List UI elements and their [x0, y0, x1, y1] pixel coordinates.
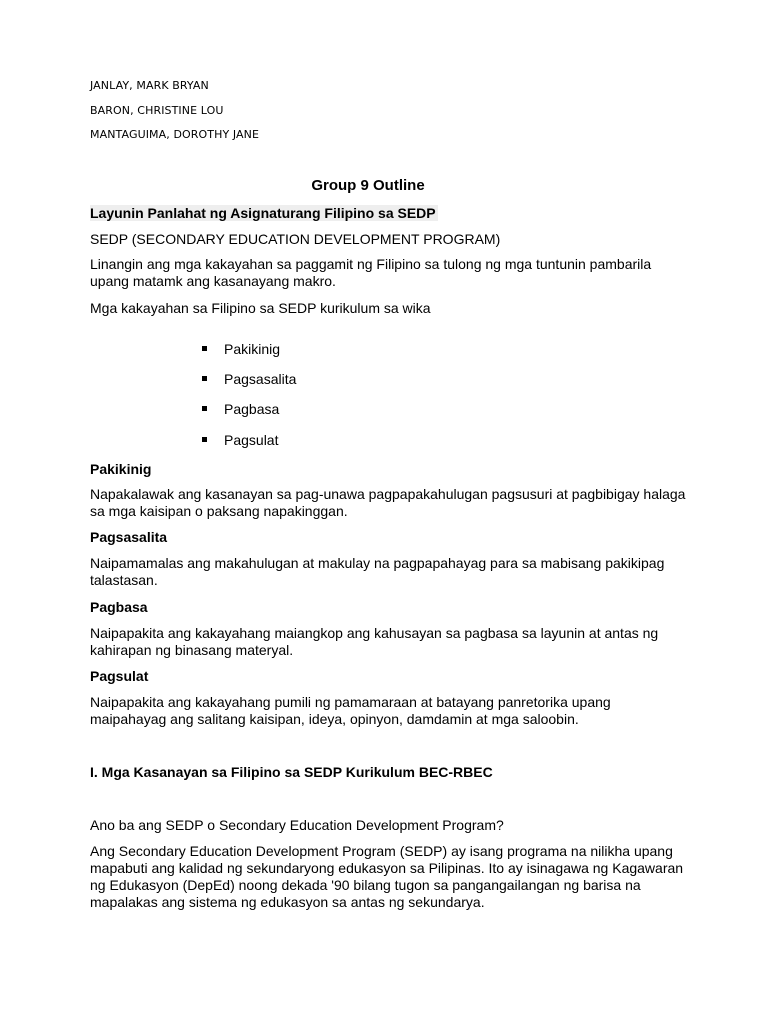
document-title: Group 9 Outline	[311, 177, 425, 194]
list-item	[202, 432, 278, 448]
list-item	[202, 371, 296, 387]
answer-paragraph: Ang Secondary Education Development Program (SEDP) ay isang programa na nilikha upang mapabuti ang kalidad ng sekundaryong edukasyon sa Pilipinas. Ito ay isinagawa ng Kagawaran ng Edukasyon (DepEd) noong dekada '90 bilang tugon sa pangangailangan ng barisa na mapalakas ang sistema ng edukasyon sa antas ng sekundarya.	[90, 843, 684, 910]
author-name: JANLAY, MARK BRYAN	[90, 79, 209, 92]
main-heading	[90, 205, 690, 222]
main-heading-text: Layunin Panlahat ng Asignaturang Filipino sa SEDP	[90, 205, 436, 221]
bullet-icon	[202, 346, 207, 351]
bullet-icon	[202, 437, 207, 442]
section-one-heading: I. Mga Kasanayan sa Filipino sa SEDP Kurikulum BEC-RBEC	[90, 764, 493, 780]
bullet-icon	[202, 376, 207, 381]
section-heading-pagsulat: Pagsulat	[90, 668, 149, 684]
author-name: MANTAGUIMA, DOROTHY JANE	[90, 128, 260, 141]
section-body-pagsulat: Naipapakita ang kakayahang pumili ng pamamaraan at batayang panretorika upang maipahayag ang salitang kaisipan, ideya, opinyon, damdamin at mga saloobin.	[90, 694, 611, 727]
question-text: Ano ba ang SEDP o Secondary Education Development Program?	[90, 817, 504, 833]
author-name: BARON, CHRISTINE LOU	[90, 104, 224, 117]
bullet-icon	[202, 406, 207, 411]
section-heading-pakikinig: Pakikinig	[90, 461, 152, 477]
sedp-line: SEDP (SECONDARY EDUCATION DEVELOPMENT PROGRAM)	[90, 231, 501, 247]
list-item-label: Pagbasa	[224, 401, 280, 417]
section-body-pagsasalita: Naipamamalas ang makahulugan at makulay na pagpapahayag para sa mabisang pakikipag talastasan.	[90, 555, 665, 588]
section-body-pagbasa: Naipapakita ang kakayahang maiangkop ang kahusayan sa pagbasa sa layunin at antas ng kahirapan ng binasang materyal.	[90, 625, 659, 658]
list-item-label: Pagsulat	[224, 432, 279, 448]
list-item	[202, 401, 279, 417]
section-heading-pagsasalita: Pagsasalita	[90, 529, 168, 545]
section-heading-pagbasa: Pagbasa	[90, 599, 148, 615]
intro-paragraph: Linangin ang mga kakayahan sa paggamit ng Filipino sa tulong ng mga tuntunin pambarila upang matamk ang kasanayang makro.	[90, 256, 652, 289]
section-body-pakikinig: Napakalawak ang kasanayan sa pag-unawa pagpapakahulugan pagsusuri at pagbibigay halaga sa mga kaisipan o paksang napakinggan.	[90, 486, 686, 519]
list-intro: Mga kakayahan sa Filipino sa SEDP kurikulum sa wika	[90, 300, 431, 316]
list-item-label: Pagsasalita	[224, 371, 297, 387]
list-item-label: Pakikinig	[224, 341, 281, 357]
list-item	[202, 341, 280, 357]
